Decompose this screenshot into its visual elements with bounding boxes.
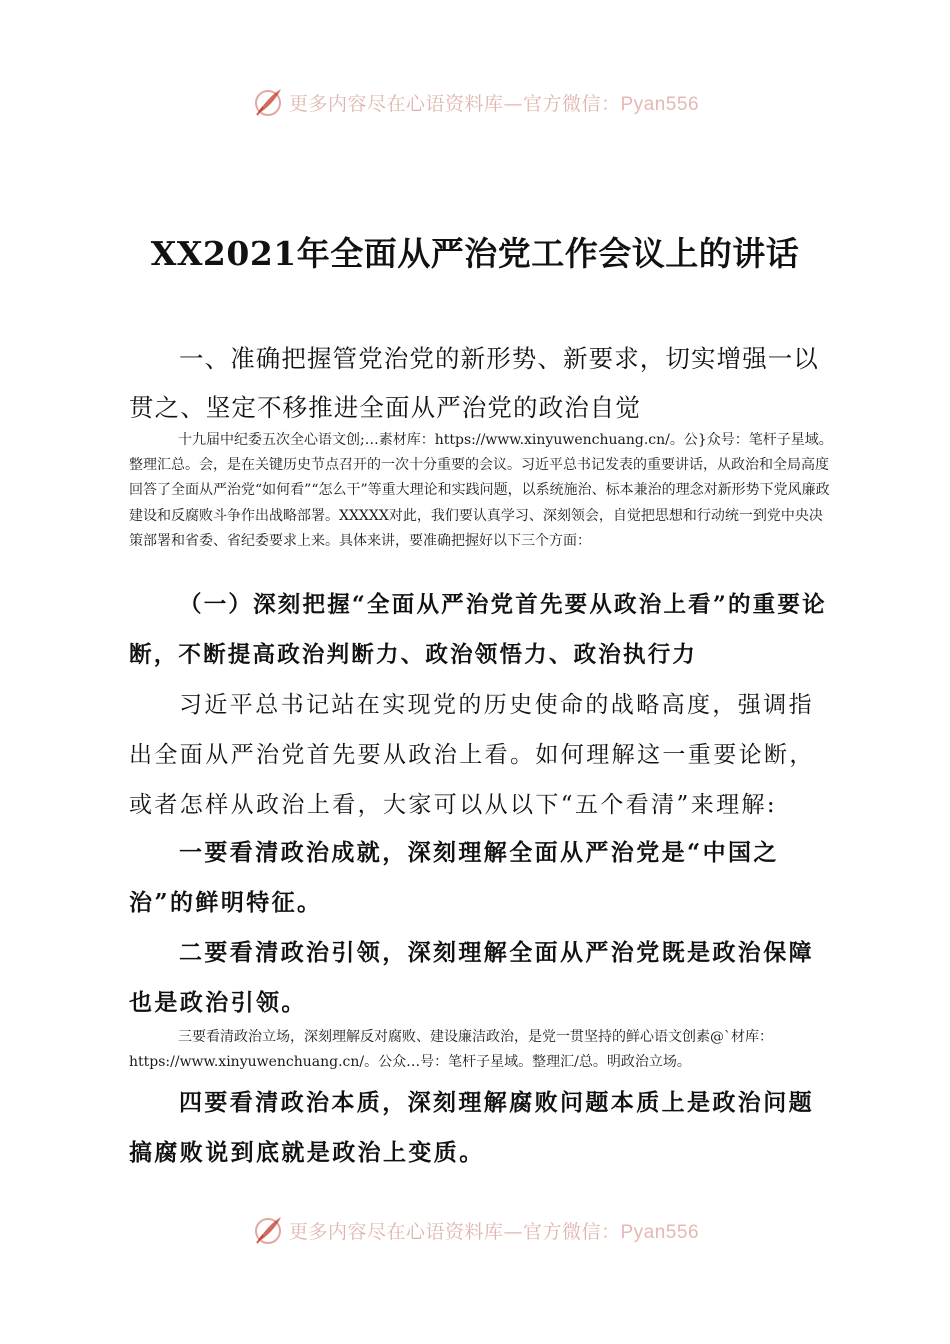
subsection-heading-1: （一）深刻把握“全面从严治党首先要从政治上看”的重要论断，不断提高政治判断力、政治领悟力、政治执行力 [129,592,827,668]
watermark-label: 更多内容尽在心语资料库—官方微信： [288,1220,621,1243]
watermark-text [289,89,699,116]
watermark-text [289,1217,699,1244]
point-one: 一要看清政治成就，深刻理解全面从严治党是“中国之治”的鲜明特征。 [129,839,779,916]
footer-watermark [0,1210,950,1250]
quill-logo-icon [251,85,285,119]
quill-logo-icon [251,1213,285,1247]
document-title: XX2021年全面从严治党工作会议上的讲话 [150,234,800,273]
watermark-wechat-id: Pyan556 [620,93,700,115]
section-heading-1: 一、准确把握管党治党的新形势、新要求，切实增强一以贯之、坚定不移推进全面从严治党的政治自觉 [129,344,819,422]
point-three: 三要看清政治立场，深刻理解反对腐败、建设廉洁政治，是党一贯坚持的鲜心语文创素@`材库：https://www.xinyuwenchuang.cn/。公众…号：笔杆子星域。整理汇/总。明政治立场。 [129,1029,773,1071]
point-four: 四要看清政治本质，深刻理解腐败问题本质上是政治问题搞腐败说到底就是政治上变质。 [129,1089,814,1166]
point-two: 二要看清政治引领，深刻理解全面从严治党既是政治保障也是政治引领。 [129,939,814,1016]
header-watermark [0,82,950,122]
paragraph-body: 习近平总书记站在实现党的历史使命的战略高度，强调指出全面从严治党首先要从政治上看。如何理解这一重要论断，或者怎样从政治上看，大家可以从以下“五个看清”来理解: [129,692,815,818]
watermark-wechat-id: Pyan556 [620,1221,700,1243]
watermark-label: 更多内容尽在心语资料库—官方微信： [288,92,621,115]
paragraph-intro: 十九届中纪委五次全心语文创;…素材库：https://www.xinyuwenchuang.cn/。公}众号：笔杆子星域。整理汇总。会，是在关键历史节点召开的一次十分重要的会议。习近平总书记发表的重要讲话，从政治和全局高度回答了全面从严治党“如何看”“怎么干”等重大理论和实践问题，以系统施治、标本兼治的理念对新形势下党风廉政建设和反腐败斗争作出战略部署。XXXXX对此，我们要认真学习、深刻领会，自觉把思想和行动统一到党中央决策部署和省委、省纪委要求上来。具体来讲，要准确把握好以下三个方面： [129,432,833,549]
